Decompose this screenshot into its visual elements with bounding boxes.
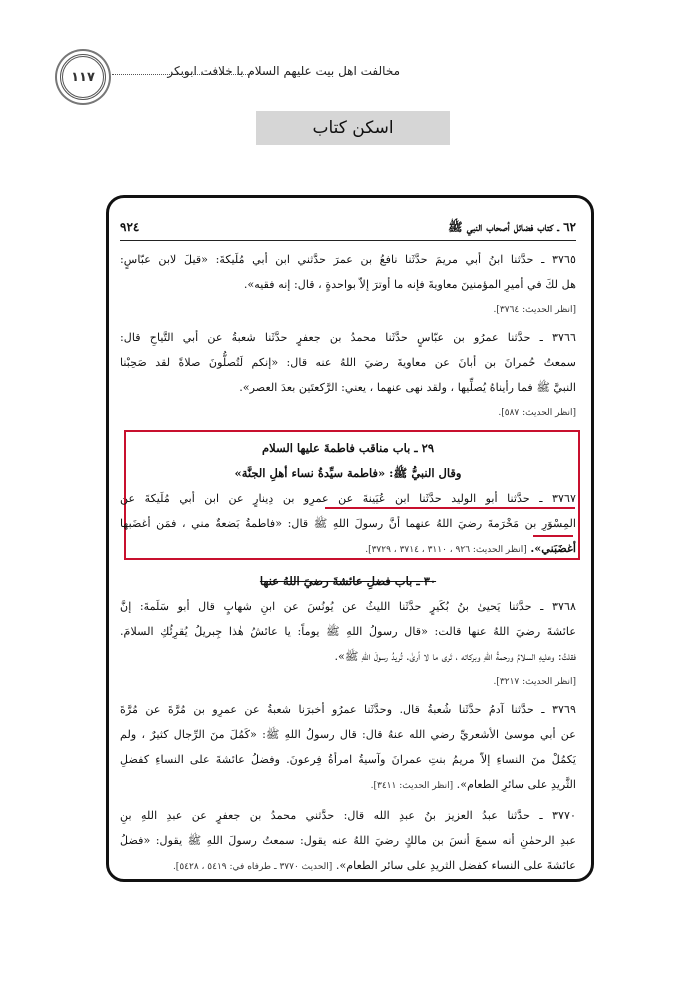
section-heading: ٣٠ ـ باب فضلِ عائشةَ رضيَ اللهُ عنها <box>259 574 437 588</box>
reference: [انظر الحديث: ٣٧٦٤]. <box>493 305 576 315</box>
text-end: الثَّريدِ على سائرِ الطعام». <box>456 778 576 791</box>
text-end: أغضَبَني». <box>530 541 576 555</box>
text-line: ٣٧٦٦ ـ حدَّثنا عمرُو بن عبّاسٍ حدَّثَنا محمدُ بن جعفرٍ حدَّثَنا شعبةُ عن أبي التَّياحِ قال: <box>120 331 576 344</box>
bab-29 <box>120 436 576 486</box>
text-line: عائشةَ رضيَ اللهُ عنها قالت: «قال رسولُ اللهِ ﷺ يوماً: يا عائشُ هٰذا جِبريلُ يُقرِئُكِ السلامَ. <box>120 625 576 638</box>
section-subheading: وقال النبيُّ ﷺ: «فاطمة سيِّدةُ نساء أهلِ الجنَّة» <box>234 466 462 480</box>
text-line: ٣٧٧٠ ـ حدَّثنا عبدُ العزيز بنُ عبدِ الله قال: حدَّثني محمدُ بن جعفرٍ عن عبدِ اللهِ بنِ <box>120 809 576 822</box>
reference: [الحديث ٣٧٧٠ ـ طرفاه في: ٥٤١٩ ، ٥٤٢٨]. <box>172 862 333 872</box>
hadith-3766 <box>120 325 576 422</box>
text-line <box>120 772 576 797</box>
running-head <box>120 220 576 241</box>
reference: [انظر الحديث: ٣٢١٧]. <box>493 677 576 687</box>
text-line: النبيَّ ﷺ فما رأيناهُ يُصلِّيها ، ولقد نهى عنهما ، يعني: الرَّكعتَين بعدَ العصر». <box>239 381 576 394</box>
text-line: عن أبي موسىٰ الأشعريِّ رضي الله عنهُ قال: قال رسولُ اللهِ ﷺ: «كَمُلَ منَ الرِّجال كثيرٌ ، ولم <box>120 728 576 741</box>
text-line: ٣٧٦٨ ـ حدَّثنا يَحيىٰ بنُ بُكَيرٍ حدَّثَنا الليثُ عن يُونُسَ عن ابنِ شهابٍ قال أبو سَلَمةَ: إنَّ <box>120 600 576 613</box>
hadith-3767 <box>120 486 576 561</box>
chapter-title: ٦٢ ـ كتاب فضائل أصحاب النبي ﷺ <box>448 220 576 234</box>
text-line: هل لكَ في أميرِ المؤمنينَ معاويةَ فإنه ما أوترَ إلاّ بواحدةٍ ، قال: إنه فقيه». <box>243 278 576 291</box>
text-line: سمعتُ حُمرانَ بن أبانَ عن معاويةَ رضيَ اللهُ عنه قال: «إنكم لَتُصلُّونَ صلاةً لقد صَحِبْنا <box>120 356 576 369</box>
text-line: ٣٧٦٥ ـ حدَّثنا ابنُ أبي مريمَ حدَّثَنا نافعُ بن عمرَ حدَّثني ابن أبي مُلَيكةَ: «قيلَ لابن عبّاسٍ: <box>120 253 576 266</box>
book-page-number: ٩٢٤ <box>120 220 140 234</box>
header-title: مخالفت اهل بیت عليهم السلام با خلافت ابوبکر <box>167 64 400 78</box>
page-header <box>60 62 400 88</box>
page-number-ornament: ١١٧ <box>60 54 106 100</box>
text-line <box>120 536 576 561</box>
hadith-3765 <box>120 247 576 319</box>
text-end: عائشةَ على النساء كفضل الثريدِ على سائر الطعام». <box>335 859 576 872</box>
hadith-3770 <box>120 803 576 878</box>
reference: [انظر الحديث: ٩٢٦ ، ٣١١٠ ، ٣٧١٤ ، ٣٧٢٩]. <box>365 545 527 555</box>
text-line: فقلتُ: وعليهِ السلامُ ورحمةُ اللهِ وبركاته ، تَرى ما لا أرىٰ. تُريدُ رسولَ اللهِ ﷺ». <box>334 650 576 663</box>
text-line: ٣٧٦٧ ـ حدَّثنا أبو الوليد حدَّثَنا ابن عُيَينةَ عن عمرِو بن دِينارٍ عن ابن أبي مُلَيكةَ عن <box>120 492 576 505</box>
text-line: يَكمُلْ منَ النساءِ إلاّ مريمُ بنتِ عمرانَ وآسيةُ امرأةُ فِرعونَ. وفضلُ عائشةَ على النساءِ كفضلِ <box>120 753 576 766</box>
hadith-3769 <box>120 697 576 797</box>
section-heading: ٢٩ ـ باب مناقب فاطمةَ عليها السلام <box>261 441 435 455</box>
text-line <box>120 853 576 878</box>
text-line: المِسْوَرِ بن مَخْرَمةَ رضيَ اللهُ عنهما أنَّ رسولَ اللهِ ﷺ قال: «فاطمةُ بَضعةٌ مني ، فمَن أغضَبها <box>120 517 576 530</box>
scan-banner: اسکن کتاب <box>256 111 450 145</box>
hadith-3768 <box>120 594 576 691</box>
reference: [انظر الحديث: ٥٨٧]. <box>498 408 576 418</box>
scanned-page <box>120 220 576 878</box>
text-line: عبدِ الرحمٰنِ أنه سمعَ أنسَ بن مالكٍ رضيَ اللهُ عنه يقول: سمعتُ رسولَ اللهِ ﷺ يقول: «فضلُ <box>120 834 576 847</box>
reference: [انظر الحديث: ٣٤١١]. <box>370 781 454 791</box>
text-line: ٣٧٦٩ ـ حدَّثنا آدمُ حدَّثَنا شُعبةُ قال. وحدَّثَنا عمرُو أخبرَنا شعبةُ عن عمرِو بن مُرَّةَ عن مُرَّةَ <box>120 703 576 716</box>
